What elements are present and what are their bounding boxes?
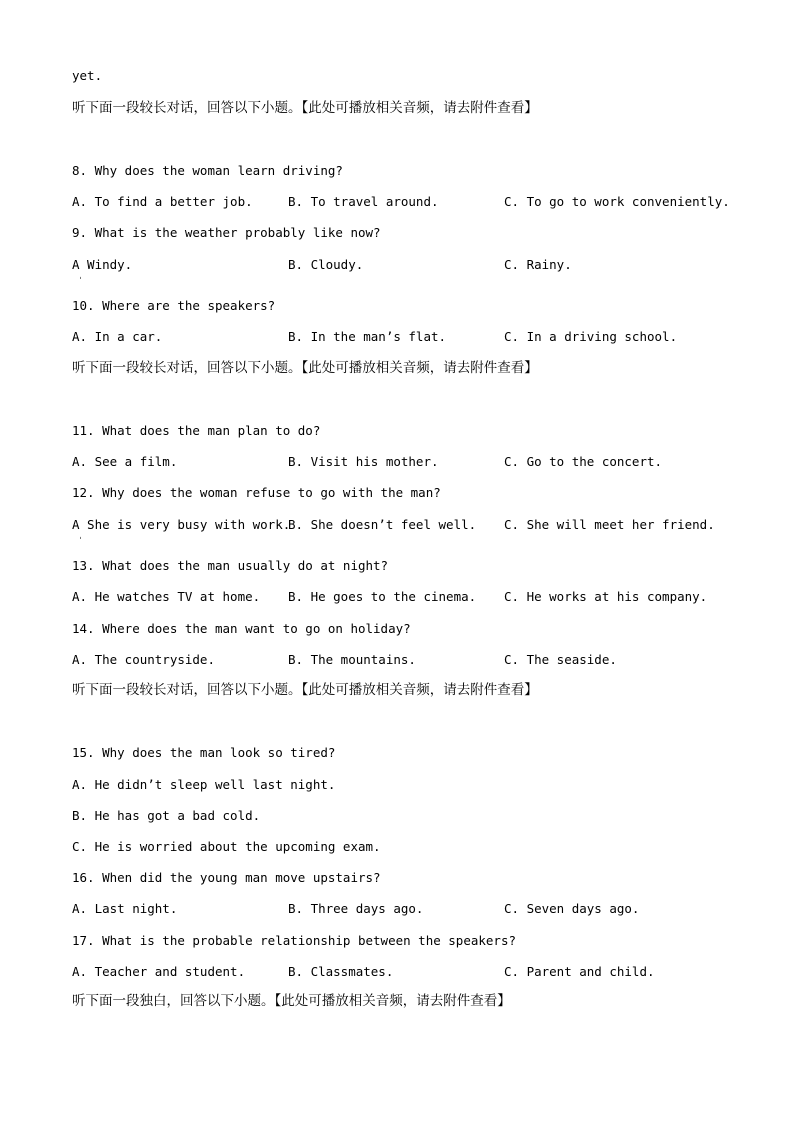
- option-a: A. See a film.: [72, 454, 178, 469]
- option-c: C. Seven days ago.: [504, 901, 640, 916]
- option-c: C. He works at his company.: [504, 589, 708, 604]
- stray-mark: ˈ: [78, 536, 83, 545]
- option-c: C. Go to the concert.: [504, 454, 663, 469]
- question-text: 15. Why does the man look so tired?: [72, 745, 336, 760]
- option-b: B. Three days ago.: [288, 901, 424, 916]
- option-c: C. In a driving school.: [504, 329, 678, 344]
- option-b: B. Classmates.: [288, 964, 394, 979]
- option-c: C. He is worried about the upcoming exam.: [72, 839, 381, 854]
- option-a: A. To find a better job.: [72, 194, 253, 209]
- option-b: B. To travel around.: [288, 194, 439, 209]
- option-a: A She is very busy with work.: [72, 517, 291, 532]
- option-a: A. Last night.: [72, 901, 178, 916]
- question-text: 11. What does the man plan to do?: [72, 423, 321, 438]
- option-b: B. She doesn’t feel well.: [288, 517, 477, 532]
- option-b: B. He goes to the cinema.: [288, 589, 477, 604]
- option-a: A. Teacher and student.: [72, 964, 246, 979]
- option-c: C. She will meet her friend.: [504, 517, 715, 532]
- option-c: C. The seaside.: [504, 652, 617, 667]
- option-b: B. The mountains.: [288, 652, 416, 667]
- option-b: B. He has got a bad cold.: [72, 808, 261, 823]
- option-a: A. He didn’t sleep well last night.: [72, 777, 336, 792]
- option-b: B. Visit his mother.: [288, 454, 439, 469]
- option-b: B. Cloudy.: [288, 257, 364, 272]
- section-header-dialogue: 听下面一段较长对话，回答以下小题。【此处可播放相关音频，请去附件查看】: [72, 682, 538, 698]
- section-header-dialogue: 听下面一段较长对话，回答以下小题。【此处可播放相关音频，请去附件查看】: [72, 360, 538, 376]
- question-text: 12. Why does the woman refuse to go with the man?: [72, 485, 441, 500]
- stray-mark: ˈ: [78, 276, 83, 285]
- question-text: 10. Where are the speakers?: [72, 298, 276, 313]
- option-a: A Windy.: [72, 257, 133, 272]
- option-a: A. In a car.: [72, 329, 163, 344]
- question-text: 17. What is the probable relationship between the speakers?: [72, 933, 517, 948]
- option-c: C. Rainy.: [504, 257, 572, 272]
- question-text: 8. Why does the woman learn driving?: [72, 163, 343, 178]
- option-a: A. He watches TV at home.: [72, 589, 261, 604]
- section-header-dialogue: 听下面一段较长对话，回答以下小题。【此处可播放相关音频，请去附件查看】: [72, 100, 538, 116]
- question-text: 16. When did the young man move upstairs?: [72, 870, 381, 885]
- section-header-monologue: 听下面一段独白，回答以下小题。【此处可播放相关音频，请去附件查看】: [72, 993, 511, 1009]
- intro-tail-text: yet.: [72, 68, 103, 83]
- question-text: 14. Where does the man want to go on holiday?: [72, 621, 411, 636]
- question-text: 13. What does the man usually do at night?: [72, 558, 389, 573]
- question-text: 9. What is the weather probably like now?: [72, 225, 381, 240]
- option-c: C. To go to work conveniently.: [504, 194, 730, 209]
- option-c: C. Parent and child.: [504, 964, 655, 979]
- option-a: A. The countryside.: [72, 652, 215, 667]
- option-b: B. In the man’s flat.: [288, 329, 447, 344]
